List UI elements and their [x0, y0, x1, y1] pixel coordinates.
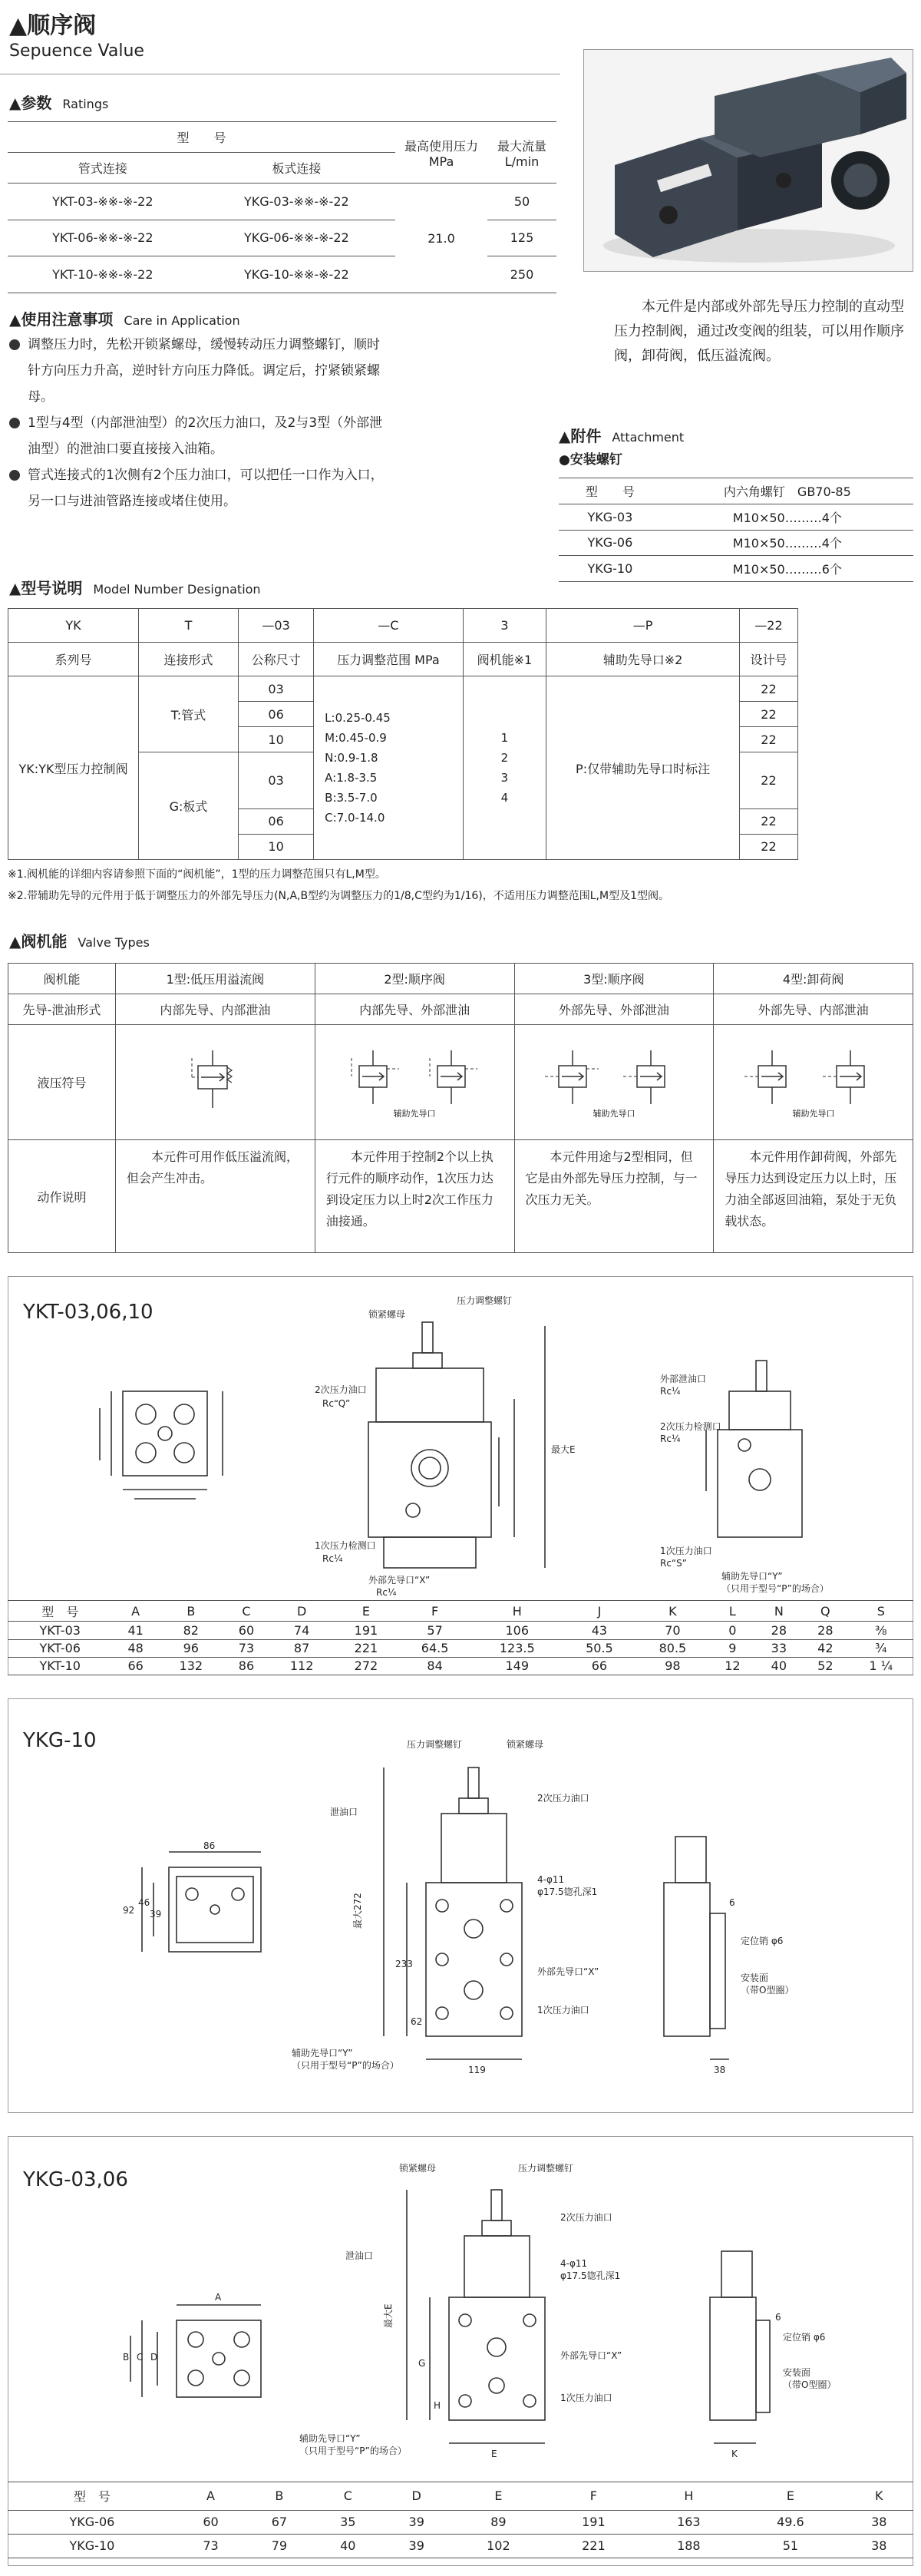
pin-label: 定位销 φ6 — [783, 2332, 826, 2343]
pin-label: 定位销 φ6 — [741, 1936, 784, 1946]
p2-port-label: 2次压力油口 — [315, 1384, 367, 1395]
model-note-1: ※1.阀机能的详细内容请参照下面的“阀机能”，1型的压力调整范围只有L,M型。 — [8, 868, 386, 881]
dim-62: 62 — [411, 2016, 423, 2027]
model-note-2: ※2.带辅助先导的元件用于低于调整压力的外部先导压力(N,A,B型约为调整压力的1/8,C型约为1/16)，不适用压力调整范围L,M型及1型阀。 — [8, 890, 669, 902]
drain-spec: Rc¼ — [660, 1386, 681, 1397]
aux-y-spec: （只用于型号“P”的场合） — [292, 2060, 399, 2071]
dim-92: 92 — [123, 1905, 135, 1916]
hole-spec: φ17.5锪孔深1 — [560, 2270, 621, 2281]
valve-title: ▲阀机能 Valve Types — [9, 932, 150, 951]
p2-port-spec: Rc“Q” — [322, 1398, 351, 1409]
dim-h: H — [434, 2400, 441, 2411]
p1-port-label: 1次压力油口 — [660, 1546, 712, 1556]
p1-check-spec: Rc¼ — [322, 1553, 343, 1564]
valve-symbol-1 — [116, 1025, 315, 1140]
dim-86: 86 — [203, 1840, 216, 1851]
p2-port-label: 2次压力油口 — [560, 2212, 612, 2223]
ykg0306-title: YKG-03,06 — [23, 2168, 128, 2191]
ykg10-title: YKG-10 — [23, 1729, 97, 1752]
adj-screw-label: 压力调整螺钉 — [457, 1295, 513, 1306]
aux-y-label: 辅助先导口“Y” — [299, 2433, 361, 2444]
aux-y-label: 辅助先导口“Y” — [292, 2048, 353, 2058]
dim-d: D — [150, 2352, 158, 2363]
aux-pilot-label: 辅助先导口 — [593, 1108, 635, 1119]
pilot-x-label: 外部先导口“X” — [368, 1575, 431, 1586]
care-list — [9, 332, 385, 514]
dim-119: 119 — [468, 2065, 486, 2075]
max-e-label: 最大E — [551, 1444, 576, 1455]
hole-label: 4-φ11 — [537, 1874, 565, 1885]
pilot-x-spec: Rc¼ — [376, 1587, 397, 1598]
dim-g: G — [418, 2358, 426, 2369]
model-table: YK T —03 —C 3 —P —22 系列号 连接形式 公称尺寸 压力调整范围 MPa 阀机能※1 辅助先导口※2 设计号 YK:YK型压力控制阀 T:管式 03 L:0.25-0.45 M:0.45-0.9 N:0.9-1.8 A:1.8-3.5 B:3.5-7.0 C:7.0-14.0 1 2 3 4 P:仅带辅助先导口时标注 22 06 22 10 22 G:板式 03 22 06 22 10 22 — [8, 608, 798, 860]
p1-port-label: 1次压力油口 — [537, 2005, 589, 2015]
p2-port-label: 2次压力油口 — [537, 1793, 589, 1804]
pilot-x-label: 外部先导口“X” — [537, 1966, 599, 1977]
drain-label: 外部泄油口 — [660, 1374, 707, 1384]
attach-title: ▲附件 Attachment — [559, 427, 685, 445]
lock-nut-label: 锁紧螺母 — [399, 2163, 437, 2174]
valve-symbol-4 — [714, 1025, 913, 1140]
attach-subtitle: ●安装螺钉 — [559, 452, 622, 468]
ykg0306-table: 型 号 A B C D E F H E K YKG-06 60 67 35 39 89 191 163 49.6 38 YKG-10 73 79 40 39 102 221 188 51 38 — [8, 2482, 913, 2558]
lock-nut-label: 锁紧螺母 — [368, 1309, 406, 1320]
valve-table: 阀机能 1型:低压用溢流阀 2型:顺序阀 3型:顺序阀 4型:卸荷阀 先导-泄油形式 内部先导、内部泄油 内部先导、外部泄油 外部先导、外部泄油 外部先导、内部泄油 液压符号 辅助先导口 辅助先导口 辅助先导口 动作说明 本元件可用作低压溢流阀，但会产生冲击。 本元件用于控制2个以上执行元件的顺序动作，1次压力达到设定压力以上时2次工作压力油接通。 本元件用途与2型相同，但它是由外部先导压力控制，与一次压力无关。 本元件用作卸荷阀，外部先导压力达到设定压力以上时，压力油全部返回油箱，泵处于无负载状态。 — [8, 963, 913, 1253]
p1-check-label: 1次压力检测口 — [315, 1540, 376, 1551]
attach-table: 型 号 内六角螺钉 GB70-85 YKG-03 M10×50………4个 YKG-06 M10×50………4个 YKG-10 M10×50………6个 — [559, 478, 913, 582]
care-item: 管式连接式的1次侧有2个压力油口，可以把任一口作为入口，另一口与进油管路连接或堵住使用。 — [9, 462, 385, 514]
aux-pilot-label: 辅助先导口 — [792, 1108, 835, 1119]
model-title: ▲型号说明 Model Number Designation — [9, 579, 261, 597]
p1-port-spec: Rc“S” — [660, 1558, 687, 1569]
page-title: ▲顺序阀 — [9, 12, 97, 39]
aux-pilot-label: 辅助先导口 — [393, 1108, 436, 1119]
care-title: ▲使用注意事项 Care in Application — [9, 310, 240, 329]
aux-y-label: 辅助先导口“Y” — [721, 1571, 783, 1582]
product-description: 本元件是内部或外部先导压力控制的直动型压力控制阀，通过改变阀的组装，可以用作顺序阀，卸荷阀，低压溢流阀。 — [614, 299, 904, 364]
ykt-drawing — [8, 1276, 913, 1599]
dim-e: E — [491, 2449, 497, 2459]
dim-46: 46 — [138, 1897, 150, 1908]
adj-screw-label: 压力调整螺钉 — [407, 1739, 463, 1750]
p2-check-spec: Rc¼ — [660, 1433, 681, 1444]
p1-port-label: 1次压力油口 — [560, 2392, 612, 2403]
dim-6: 6 — [729, 1897, 735, 1908]
hole-label: 4-φ11 — [560, 2258, 588, 2269]
dim-233: 233 — [395, 1959, 413, 1969]
pilot-x-label: 外部先导口“X” — [560, 2350, 622, 2361]
mount-spec: （带O型圈） — [741, 1985, 794, 1996]
dim-b: B — [123, 2352, 130, 2363]
hole-spec: φ17.5锪孔深1 — [537, 1887, 598, 1897]
ykt-table: 型 号 A B C D E F H J K L N Q S YKT-03 41 82 60 74 191 57 106 43 70 0 28 28 ⅜ YKT-06 48 96 73 87 221 64.5 123.5 50.5 80.5 9 33 42 ¾ YKT-10 66 132 86 112 272 84 149 66 98 12 40 52 1 ¼ — [8, 1600, 913, 1675]
valve-symbol-3 — [514, 1025, 714, 1140]
valve-symbol-2 — [315, 1025, 514, 1140]
aux-y-spec: （只用于型号“P”的场合） — [299, 2445, 407, 2456]
care-item: 调整压力时，先松开锁紧螺母，缓慢转动压力调整螺钉，顺时针方向压力升高，逆时针方向压力降低。调定后，拧紧锁紧螺母。 — [9, 332, 385, 410]
dim-c: C — [137, 2352, 144, 2363]
ykg0306-drawing — [8, 2136, 913, 2474]
product-photo — [583, 49, 913, 272]
p2-check-label: 2次压力检测口 — [660, 1421, 721, 1432]
max-e-label: 最大E — [383, 2303, 394, 2328]
dim-k: K — [731, 2449, 738, 2459]
mount-label: 安装面 — [741, 1973, 769, 1983]
ykt-title: YKT-03,06,10 — [23, 1301, 154, 1324]
drain-label: 泄油口 — [345, 2250, 374, 2261]
dim-a: A — [215, 2292, 222, 2303]
ykg10-drawing — [8, 1698, 913, 2113]
drain-label: 泄油口 — [330, 1807, 358, 1817]
dim-38: 38 — [714, 2065, 726, 2075]
mount-spec: （带O型圈） — [783, 2379, 837, 2390]
aux-y-spec: （只用于型号“P”的场合） — [721, 1583, 829, 1594]
max-e-label: 最大272 — [352, 1893, 363, 1929]
adj-screw-label: 压力调整螺钉 — [518, 2163, 574, 2174]
dim-6: 6 — [775, 2312, 781, 2323]
page-subtitle: Sepuence Value — [9, 41, 144, 61]
lock-nut-label: 锁紧螺母 — [507, 1739, 544, 1750]
mount-label: 安装面 — [783, 2367, 811, 2378]
ratings-table: 型 号 最高使用压力MPa 最大流量L/min 管式连接 板式连接 YKT-03-※※-※-22 YKG-03-※※-※-22 21.0 50 YKT-06-※※-※-22 YKG-06-※※-※-22 125 YKT-10-※※-※-22 YKG-10-※※-※-22 250 — [8, 121, 556, 293]
care-item: 1型与4型（内部泄油型）的2次压力油口，及2与3型（外部泄油型）的泄油口要直接接入油箱。 — [9, 410, 385, 462]
dim-39: 39 — [150, 1909, 162, 1920]
ratings-title: ▲参数 Ratings — [9, 94, 109, 112]
